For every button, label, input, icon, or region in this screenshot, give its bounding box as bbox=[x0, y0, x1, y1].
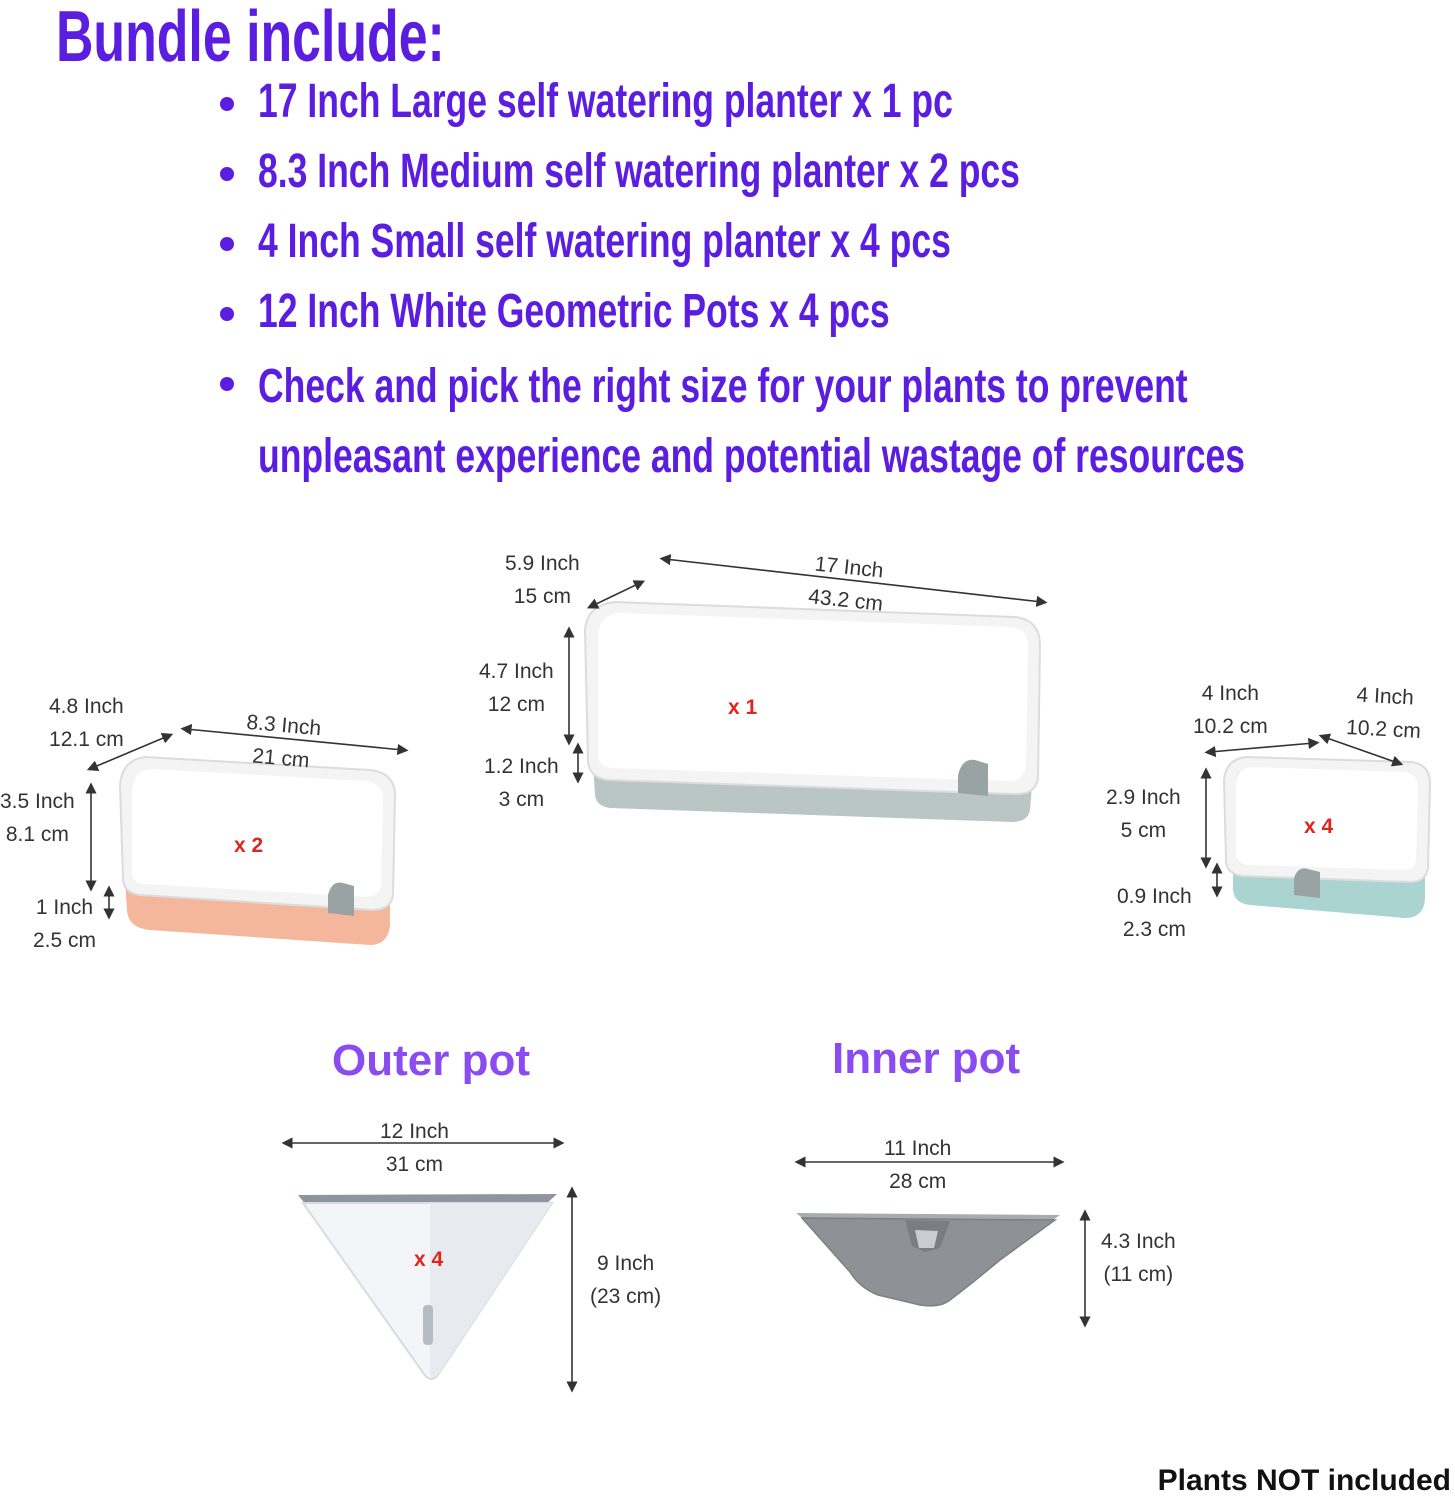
outer-quantity-badge: x 4 bbox=[414, 1248, 444, 1271]
large-depth-label: 5.9 Inch 15 cm bbox=[505, 552, 580, 608]
headline: Bundle include: bbox=[56, 0, 445, 77]
small-quantity-badge: x 4 bbox=[1304, 815, 1334, 838]
inner-pot-image bbox=[796, 1213, 1060, 1306]
large-planter-image bbox=[585, 602, 1040, 822]
large-quantity-badge: x 1 bbox=[728, 696, 758, 719]
inner-height-label: 4.3 Inch (11 cm) bbox=[1101, 1230, 1176, 1286]
medium-quantity-badge: x 2 bbox=[234, 834, 264, 857]
outer-width-label: 12 Inch 31 cm bbox=[380, 1120, 449, 1176]
large-length-label: 17 Inch 43.2 cm bbox=[807, 552, 885, 616]
footer-note: Plants NOT included bbox=[1157, 1464, 1451, 1497]
inner-width-label: 11 Inch 28 cm bbox=[884, 1137, 952, 1193]
small-height-label: 2.9 Inch 5 cm bbox=[1106, 786, 1181, 842]
outer-pot-window-icon bbox=[423, 1305, 433, 1345]
small-width-label: 4 Inch 10.2 cm bbox=[1193, 682, 1268, 738]
medium-water-indicator-icon bbox=[328, 883, 354, 917]
medium-length-label: 8.3 Inch 21 cm bbox=[245, 710, 323, 773]
medium-tray-label: 1 Inch 2.5 cm bbox=[33, 896, 97, 952]
outer-pot-title: Outer pot bbox=[332, 1036, 530, 1085]
small-depth-label: 4 Inch 10.2 cm bbox=[1345, 683, 1422, 743]
outer-height-label: 9 Inch (23 cm) bbox=[590, 1252, 662, 1308]
outer-pot-image bbox=[298, 1194, 557, 1379]
large-height-label: 4.7 Inch 12 cm bbox=[479, 660, 554, 716]
inner-pot-title: Inner pot bbox=[832, 1034, 1021, 1083]
small-tray-label: 0.9 Inch 2.3 cm bbox=[1117, 885, 1192, 941]
inner-pot-window-icon bbox=[915, 1230, 938, 1248]
medium-height-label: 3.5 Inch 8.1 cm bbox=[0, 790, 75, 846]
large-water-indicator-icon bbox=[958, 760, 988, 796]
large-tray-label: 1.2 Inch 3 cm bbox=[484, 755, 559, 811]
small-water-indicator-icon bbox=[1294, 868, 1320, 898]
medium-depth-label: 4.8 Inch 12.1 cm bbox=[49, 695, 124, 751]
small-width-arrow bbox=[1210, 743, 1314, 752]
